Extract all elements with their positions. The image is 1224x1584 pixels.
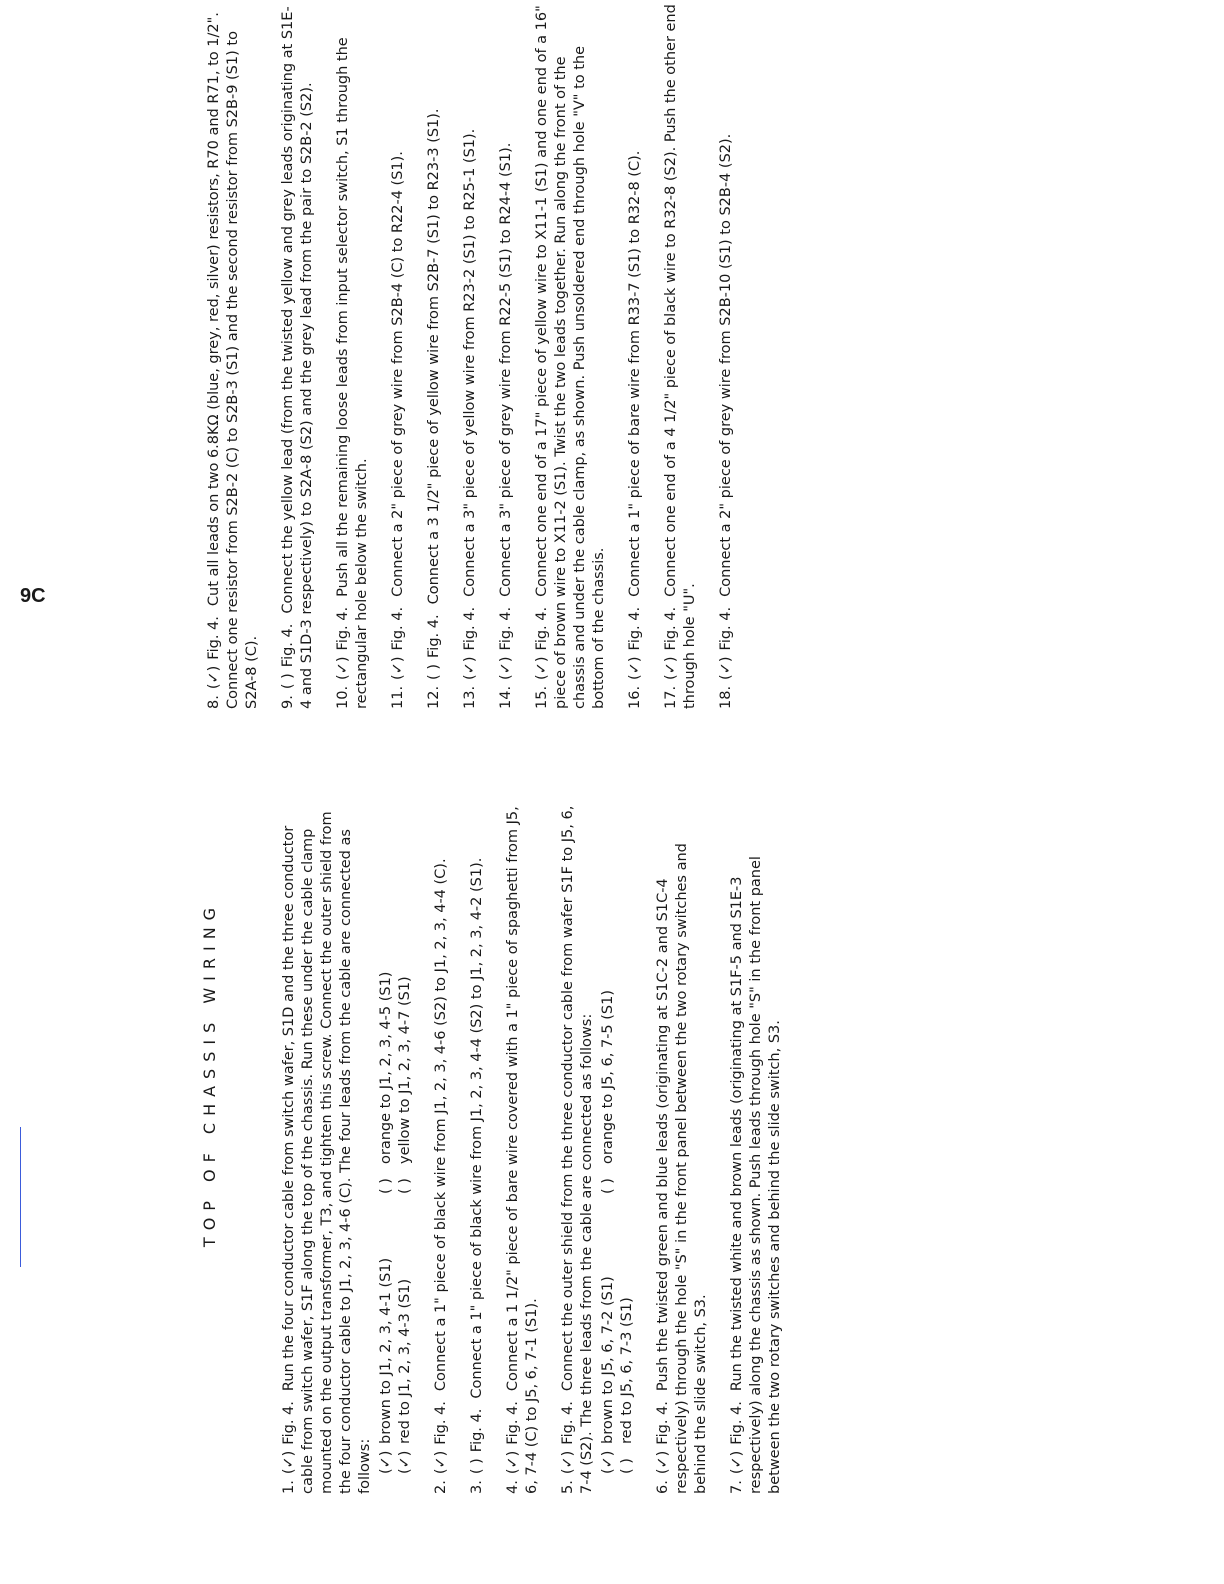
checkbox[interactable]: (✓) [433,1450,449,1475]
step-14 [497,4,516,709]
checkbox[interactable]: (✓) [206,665,222,690]
step-text: Connect the outer shield from the three conductor cable from wafer S1F to J5, 6, 7-4 (S2). The three leads from the cable are connected as follows: [560,805,595,1494]
step-text: Connect a 1" piece of bare wire from R33-7 (S1) to R32-8 (C). [627,150,643,597]
fig-ref: Fig. 4. [469,1408,485,1453]
lead-item: brown to J1, 2, 3, 4-1 (S1) [378,1257,394,1444]
step-text: Connect a 1" piece of black wire from J1, 2, 3, 4-4 (S2) to J1, 2, 3, 4-2 (S1). [469,857,485,1399]
checkbox[interactable]: ( ) [619,1458,635,1474]
step-text: Connect a 3" piece of yellow wire from R23-2 (S1) to R25-1 (S1). [462,128,478,597]
fig-ref: Fig. 4. [281,1401,297,1445]
step-11 [389,4,408,709]
step-18 [717,4,736,709]
fig-ref: Fig. 4. [390,606,406,651]
step-number: 8. [206,695,222,709]
checkbox[interactable]: (✓) [655,1450,671,1475]
step-2 [432,789,451,1494]
checkbox[interactable]: ( ) [280,673,296,690]
step-text: Push all the remaining loose leads from input selector switch, S1 through the rectangular hole below the switch. [335,37,370,709]
step-number: 6. [655,1480,671,1494]
step-text: Connect a 1" piece of black wire from J1, 2, 3, 4-6 (S2) to J1, 2, 3, 4-4 (C). [433,858,449,1392]
step-15 [533,4,609,709]
checkbox[interactable]: (✓) [729,1450,745,1475]
step-number: 17. [663,685,679,709]
fig-ref: Fig. 4. [729,1401,745,1445]
lead-table [599,789,637,1474]
step-17 [662,4,700,709]
step-text: Run the twisted white and brown leads (originating at S1F-5 and S1E-3 respectively) along the chassis as shown. Push leads through hole "S" in the front panel between the two rotary switches and behind the slide switch, S3. [729,856,783,1494]
checkbox[interactable]: (✓) [462,656,478,680]
step-9 [279,4,317,709]
step-number: 7. [729,1480,745,1494]
fig-ref: Fig. 4. [462,606,478,651]
fig-ref: Fig. 4. [426,614,442,658]
checkbox[interactable]: (✓) [560,1450,576,1475]
fig-ref: Fig. 4. [663,606,679,651]
step-number: 16. [627,685,643,709]
checkbox[interactable]: (✓) [663,656,679,680]
step-4 [504,789,542,1494]
step-text: Connect a 2" piece of grey wire from S2B-10 (S1) to S2B-4 (S2). [718,133,734,597]
fig-ref: Fig. 4. [534,606,550,651]
page-number: 9C [20,585,46,607]
checkbox[interactable]: ( ) [469,1458,485,1475]
step-text: Connect one end of a 17" piece of yellow wire to X11-1 (S1) and one end of a 16" piece of brown wire to X11-2 (S1). Twist the two leads together. Run along the front of the chassis and under the cable clamp, as shown. Push unsoldered end through hole "V" to the bottom of the chassis. [534,5,607,709]
lead-table [377,789,415,1474]
step-number: 10. [335,685,351,709]
margin-rule [20,1127,21,1267]
fig-ref: Fig. 4. [280,623,296,668]
step-5 [559,789,637,1494]
step-text: Connect the yellow lead (from the twisted yellow and grey leads originating at S1E-4 and S1D-3 respectively) to S2A-8 (S2) and the grey lead from the pair to S2B-2 (S2). [280,6,315,709]
step-number: 18. [718,685,734,709]
checkbox[interactable]: (✓) [534,656,550,680]
step-number: 14. [498,685,514,709]
fig-ref: Fig. 4. [433,1401,449,1445]
step-number: 1. [281,1480,297,1494]
step-8 [205,4,262,709]
step-number: 15. [534,685,550,709]
checkbox[interactable]: ( ) [397,1178,413,1194]
checkbox[interactable]: ( ) [426,664,442,680]
step-text: Connect a 1 1/2" piece of bare wire covered with a 1" piece of spaghetti from J5, 6, 7-4 (C) to J5, 6, 7-1 (S1). [505,806,540,1494]
step-text: Push the twisted green and blue leads (originating at S1C-2 and S1C-4 respectively) through the hole "S" in the front panel between the two rotary switches and behind the slide switch, S3. [655,843,709,1494]
checkbox[interactable]: (✓) [335,656,351,680]
checkbox[interactable]: (✓) [397,1450,413,1474]
right-column [205,4,753,709]
step-number: 3. [469,1480,485,1494]
checkbox[interactable]: (✓) [281,1450,297,1475]
fig-ref: Fig. 4. [505,1401,521,1445]
fig-ref: Fig. 4. [206,616,222,660]
lead-item: orange to J5, 6, 7-5 (S1) [600,989,616,1164]
fig-ref: Fig. 4. [655,1401,671,1445]
checkbox[interactable]: ( ) [378,1178,394,1194]
checkbox[interactable]: (✓) [718,656,734,680]
step-text: Run the four conductor cable from switch wafer, S1D and the three conductor cable from switch wafer, S1F along the top of the chassis. Run these under the cable clamp mounted on the output transformer, T3, and tighten this screw. Connect the outer shield from the four conductor cable to J1, 2, 3, 4-6 (C). The four leads from the cable are connected as follows: [281,811,373,1494]
checkbox[interactable]: (✓) [378,1450,394,1474]
step-3 [468,789,487,1494]
step-10 [334,4,372,709]
lead-item: orange to J1, 2, 3, 4-5 (S1) [378,971,394,1164]
step-12 [425,4,444,709]
lead-item: red to J5, 6, 7-3 (S1) [619,1297,635,1444]
step-number: 2. [433,1480,449,1494]
fig-ref: Fig. 4. [498,606,514,651]
fig-ref: Fig. 4. [627,606,643,651]
lead-item: red to J1, 2, 3, 4-3 (S1) [397,1278,413,1444]
step-number: 13. [462,685,478,709]
fig-ref: Fig. 4. [718,606,734,651]
checkbox[interactable]: (✓) [390,656,406,680]
step-text: Cut all leads on two 6.8KΩ (blue, grey, red, silver) resistors, R70 and R71, to 1/2". Connect one resistor from S2B-2 (C) to S2B-3 (S1) and the second resistor from S2B-9 (S1) to S2A-8 (C). [206,12,260,709]
left-column [280,789,802,1494]
step-7 [728,789,785,1494]
step-text: Connect one end of a 4 1/2" piece of black wire to R32-8 (S2). Push the other end through hole "U". [663,4,698,709]
fig-ref: Fig. 4. [335,606,351,651]
step-16 [626,4,645,709]
checkbox[interactable]: (✓) [498,656,514,680]
step-1 [280,789,415,1494]
checkbox[interactable]: (✓) [627,656,643,680]
step-number: 11. [390,685,406,709]
lead-item: brown to J5, 6, 7-2 (S1) [600,1276,616,1444]
page-title: TOP OF CHASSIS WIRING [200,900,219,1248]
step-13 [461,4,480,709]
lead-item: yellow to J1, 2, 3, 4-7 (S1) [397,976,413,1164]
step-number: 4. [505,1480,521,1494]
step-6 [654,789,711,1494]
fig-ref: Fig. 4. [560,1401,576,1445]
step-number: 9. [280,695,296,709]
step-text: Connect a 3" piece of grey wire from R22-5 (S1) to R24-4 (S1). [498,142,514,597]
step-number: 12. [426,685,442,709]
checkbox[interactable]: (✓) [505,1450,521,1475]
checkbox[interactable]: ( ) [600,1178,616,1194]
step-text: Connect a 2" piece of grey wire from S2B-4 (C) to R22-4 (S1). [390,151,406,597]
checkbox[interactable]: (✓) [600,1450,616,1474]
step-number: 5. [560,1480,576,1494]
step-text: Connect a 3 1/2" piece of yellow wire from S2B-7 (S1) to R23-3 (S1). [426,108,442,605]
